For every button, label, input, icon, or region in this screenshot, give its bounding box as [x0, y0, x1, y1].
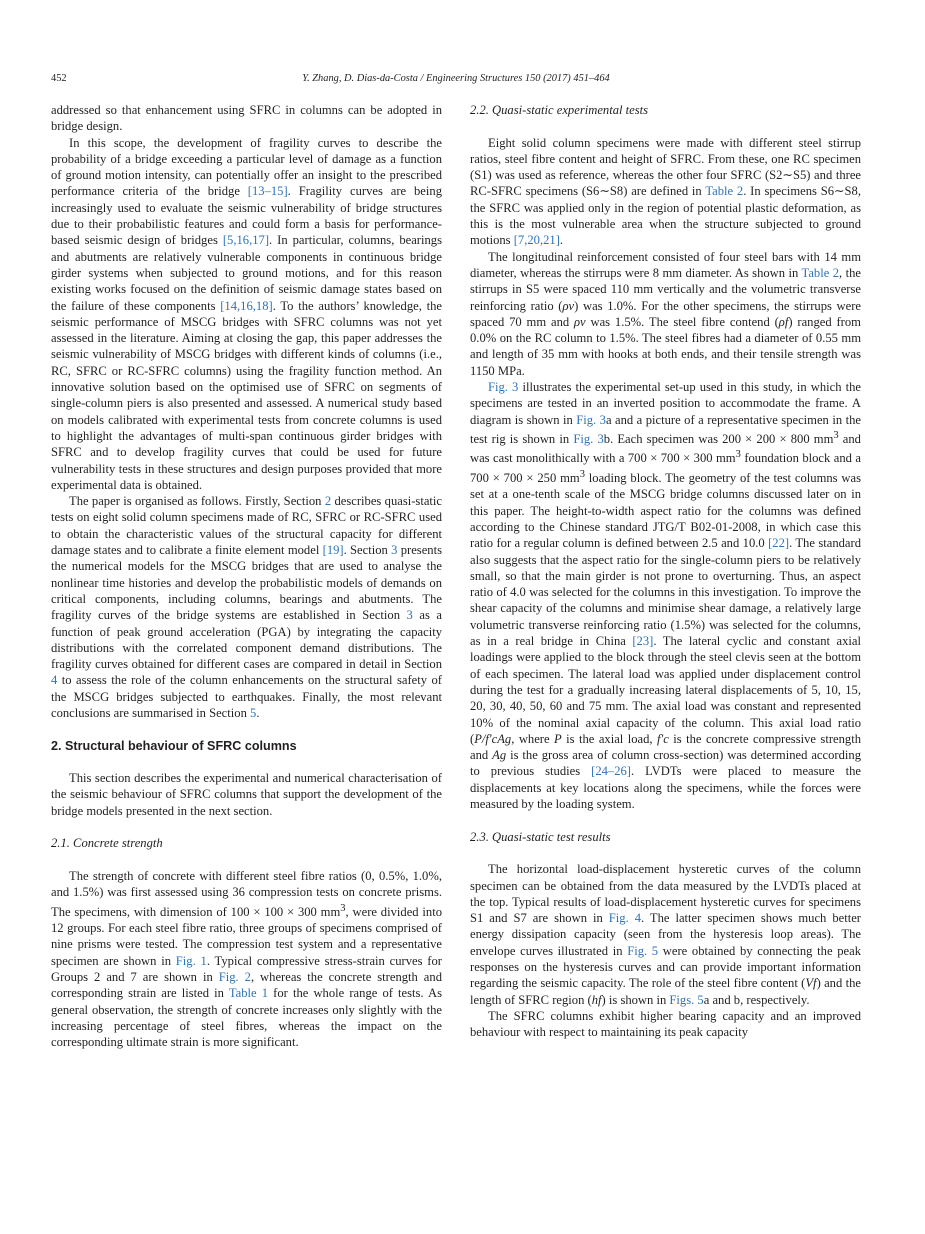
running-header — [51, 73, 861, 89]
paragraph: The longitudinal reinforcement consisted of four steel bars with 14 mm diameter, whereas the stirrups were 8 mm diameter. As shown in Table 2, the stirrups in S5 were spaced 110 mm vertically and the volumetric transverse reinforcing ratio (ρv) was 1.0%. For the other specimens, the stirrups were spaced 70 mm and ρv was 1.5%. The steel fibre contend (ρf) ranged from 0.0% on the RC column to 1.5%. The steel fibres had a diameter of 0.55 mm and length of 35 mm with hooks at both ends, and their tensile strength was 1150 MPa. — [470, 249, 862, 378]
citation-link[interactable]: [5,16,17] — [222, 233, 270, 248]
figure-link[interactable]: Fig. 3 — [488, 380, 519, 395]
paragraph: Eight solid column specimens were made with different steel stirrup ratios, steel fibre content and height of SFRC. From these, one RC specimen (S1) was used as reference, whereas the other four SFRC (S2∼S5) and three RC-SFRC specimens (S6∼S8) are defined in Table 2. In specimens S6∼S8, the SFRC was applied only in the region of potential plastic deformation, as this is the most vulnerable area when the structure subjected to ground motions [7,20,21]. — [470, 135, 861, 248]
citation-link[interactable]: [24–26] — [591, 764, 631, 779]
table-link[interactable]: Table 2 — [801, 265, 840, 280]
citation-link[interactable]: [7,20,21] — [513, 233, 560, 248]
subsection-heading: 2.3. Quasi-static test results — [470, 829, 611, 844]
section-link[interactable]: 5 — [250, 705, 257, 720]
citation-link[interactable]: [23] — [632, 634, 654, 649]
left-column — [51, 102, 442, 1050]
figure-link[interactable]: Fig. 1 — [175, 953, 207, 968]
paragraph: addressed so that enhancement using SFRC in columns can be adopted in bridge design. — [51, 103, 442, 134]
paragraph: The SFRC columns exhibit higher bearing capacity and an improved behaviour with respect to maintaining its peak capacity — [470, 1008, 861, 1040]
table-link[interactable]: Table 2 — [705, 184, 744, 199]
figure-link[interactable]: Fig. 3 — [576, 412, 606, 427]
figure-link[interactable]: Fig. 2 — [218, 969, 251, 984]
paragraph: This section describes the experimental and numerical characterisation of the seismic behaviour of SFRC columns that support the development of the bridge models presented in the next section. — [51, 771, 442, 818]
figure-link[interactable]: Fig. 5 — [627, 943, 659, 958]
section-link[interactable]: 2 — [324, 494, 332, 509]
paragraph: The horizontal load-displacement hysteretic curves of the column specimen can be obtained from the data measured by the LVDTs placed at the top. Typical results of load-displacement hysteretic curves for specimens S1 and S7 are shown in Fig. 4. The latter specimen shows much better energy dissipation capacity (seen from the hysteresis loop areas). The envelope curves illustrated in Fig. 5 were obtained by connecting the peak responses on the hysteresis curves and can provide important information regarding the seismic capacity. The role of the steel fibre content (Vf) and the length of SFRC region (hf) is shown in Figs. 5a and b, respectively. — [470, 862, 862, 1007]
right-column — [470, 102, 861, 1040]
figure-link[interactable]: Figs. 5 — [669, 992, 704, 1007]
paragraph: In this scope, the development of fragility curves to describe the probability of a bridge exceeding a particular level of damage as a function of ground motion intensity, can potentially offer an insight to the prescribed performance criteria of the bridge [13–15]. Fragility curves are being increasingly used to evaluate the seismic vulnerability of bridge structures due to their probabilistic features and could form a basis for performance-based seismic design of bridges [5,16,17]. In particular, columns, bearings and abutments are relatively vulnerable components in continuous bridge girder systems when subjected to ground motions, and for this reason existing works focused on the definition of seismic damage states based on the failure of these components [14,16,18]. To the authors’ knowledge, the seismic performance of MSCG bridges with SFRC columns was not yet assessed in the literature. Aiming at closing the gap, this paper addresses the seismic vulnerability of MSCG bridges with different kinds of columns (i.e., RC, SFRC or RC-SFRC columns) using the fragility function method. An innovative solution based on the optimised use of SFRC on segments of single-column piers is also presented and assessed. A numerical study based on models calibrated with experimental tests from concrete columns is used to highlight the advantages of multi-span continuous girder bridges with SFRC and to develop fragility curves that could be used for future vulnerability tests in these structures and design purposes provided that more experimental data is obtained. — [51, 135, 442, 492]
citation-link[interactable]: [13–15] — [247, 184, 288, 199]
section-link[interactable]: 4 — [51, 673, 58, 688]
section-link[interactable]: 3 — [406, 608, 413, 623]
running-title: Y. Zhang, D. Dias-da-Costa / Engineering Structures 150 (2017) 451–464 — [302, 73, 610, 84]
paragraph: The paper is organised as follows. Firstly, Section 2 describes quasi-static tests on eight solid column specimens made of RC, SFRC or RC-SFRC used to obtain the characteristic values of the structural capacity for different damage states and to calibrate a finite element model [19]. Section 3 presents the numerical models for the MSCG bridges that are used to analyse the nonlinear time histories and develop the probabilistic models of demands on critical components, including columns, bearings and abutments. The fragility curves of the bridge systems are established in Section 3 as a function of peak ground acceleration (PGA) by integrating the capacity distributions with the correlated component demand distributions. The fragility curves obtained for different cases are compared in detail in Section 4 to assess the role of the column enhancements on the structural safety of the MSCG bridges subjected to earthquakes. Finally, the most relevant conclusions are summarised in Section 5. — [51, 494, 442, 720]
section-heading: 2. Structural behaviour of SFRC columns — [51, 738, 297, 753]
paragraph: Fig. 3 illustrates the experimental set-up used in this study, in which the specimens are tested in an inverted position to accommodate the frame. A diagram is shown in Fig. 3a and a picture of a representative specimen in the test rig is shown in Fig. 3b. Each specimen was 200 × 200 × 800 $mm^3$ and was cast monolithically with a 700 × 700 × 300 $mm^3$ foundation block and a 700 × 700 × 250 $mm^3$ loading block. The geometry of the test columns was set at a one-tenth scale of the MSCG bridge columns discussed later on in this paper. The height-to-width aspect ratio for the columns was defined according to the Chinese standard JTG/T B02-01-2008, in which case this ratio for a regular column is defined between 2.5 and 10.0 [22]. The standard also suggests that the aspect ratio for the single-column piers to be relatively small, so that the main girder is not prone to overturning. Thus, an aspect ratio of 4.0 was selected for the columns in this investigation. To improve the shear capacity of the columns and minimise shear damage, a relatively large volumetric transverse reinforcing ratio (1.5%) was selected for the columns, as in a real bridge in China [23]. The lateral cyclic and constant axial loadings were applied to the block through the steel clevis seen at the bottom of each specimen. The lateral load was applied under displacement control during the test for a gradually increasing lateral displacements of 5, 10, 15, 20, 30, 40, 50, 60 and 75 mm. The axial load was constant and represented 10% of the nominal axial capacity of the column. This axial load ratio (P/f′cAg, where P is the axial load, f′c is the concrete compressive strength and Ag is the gross area of column cross-section) was determined according to previous studies [24–26]. LVDTs were placed to measure the displacements at key locations along the specimens, while the forces were measured by the loading system. — [470, 380, 862, 812]
citation-link[interactable]: [22] — [768, 536, 790, 551]
figure-link[interactable]: Fig. 3 — [573, 432, 604, 447]
citation-link[interactable]: [14,16,18] — [220, 298, 273, 313]
table-link[interactable]: Table 1 — [228, 986, 269, 1001]
figure-link[interactable]: Fig. 4 — [608, 911, 641, 926]
section-link[interactable]: 3 — [391, 543, 398, 558]
paragraph: The strength of concrete with different steel fibre ratios (0, 0.5%, 1.0%, and 1.5%) was first assessed using 36 compression tests on concrete prisms. The specimens, with dimension of 100 × 100 × 300 $mm^3$, were divided into 12 groups. For each steel fibre ratio, three groups of specimens comprised of nine prisms were tested. The compression test system and a representative specimen are shown in Fig. 1. Typical compressive stress-strain curves for Groups 2 and 7 are shown in Fig. 2, whereas the concrete strength and corresponding strain are listed in Table 1 for the whole range of tests. As general observation, the strength of concrete increases only slightly with the increasing percentage of steel fibres, whereas the impact on the corresponding ultimate strain is more significant. — [51, 868, 443, 1050]
subsection-heading: 2.2. Quasi-static experimental tests — [470, 103, 649, 117]
page-number: 452 — [51, 73, 67, 84]
citation-link[interactable]: [19] — [322, 543, 344, 558]
subsection-heading: 2.1. Concrete strength — [51, 836, 163, 851]
